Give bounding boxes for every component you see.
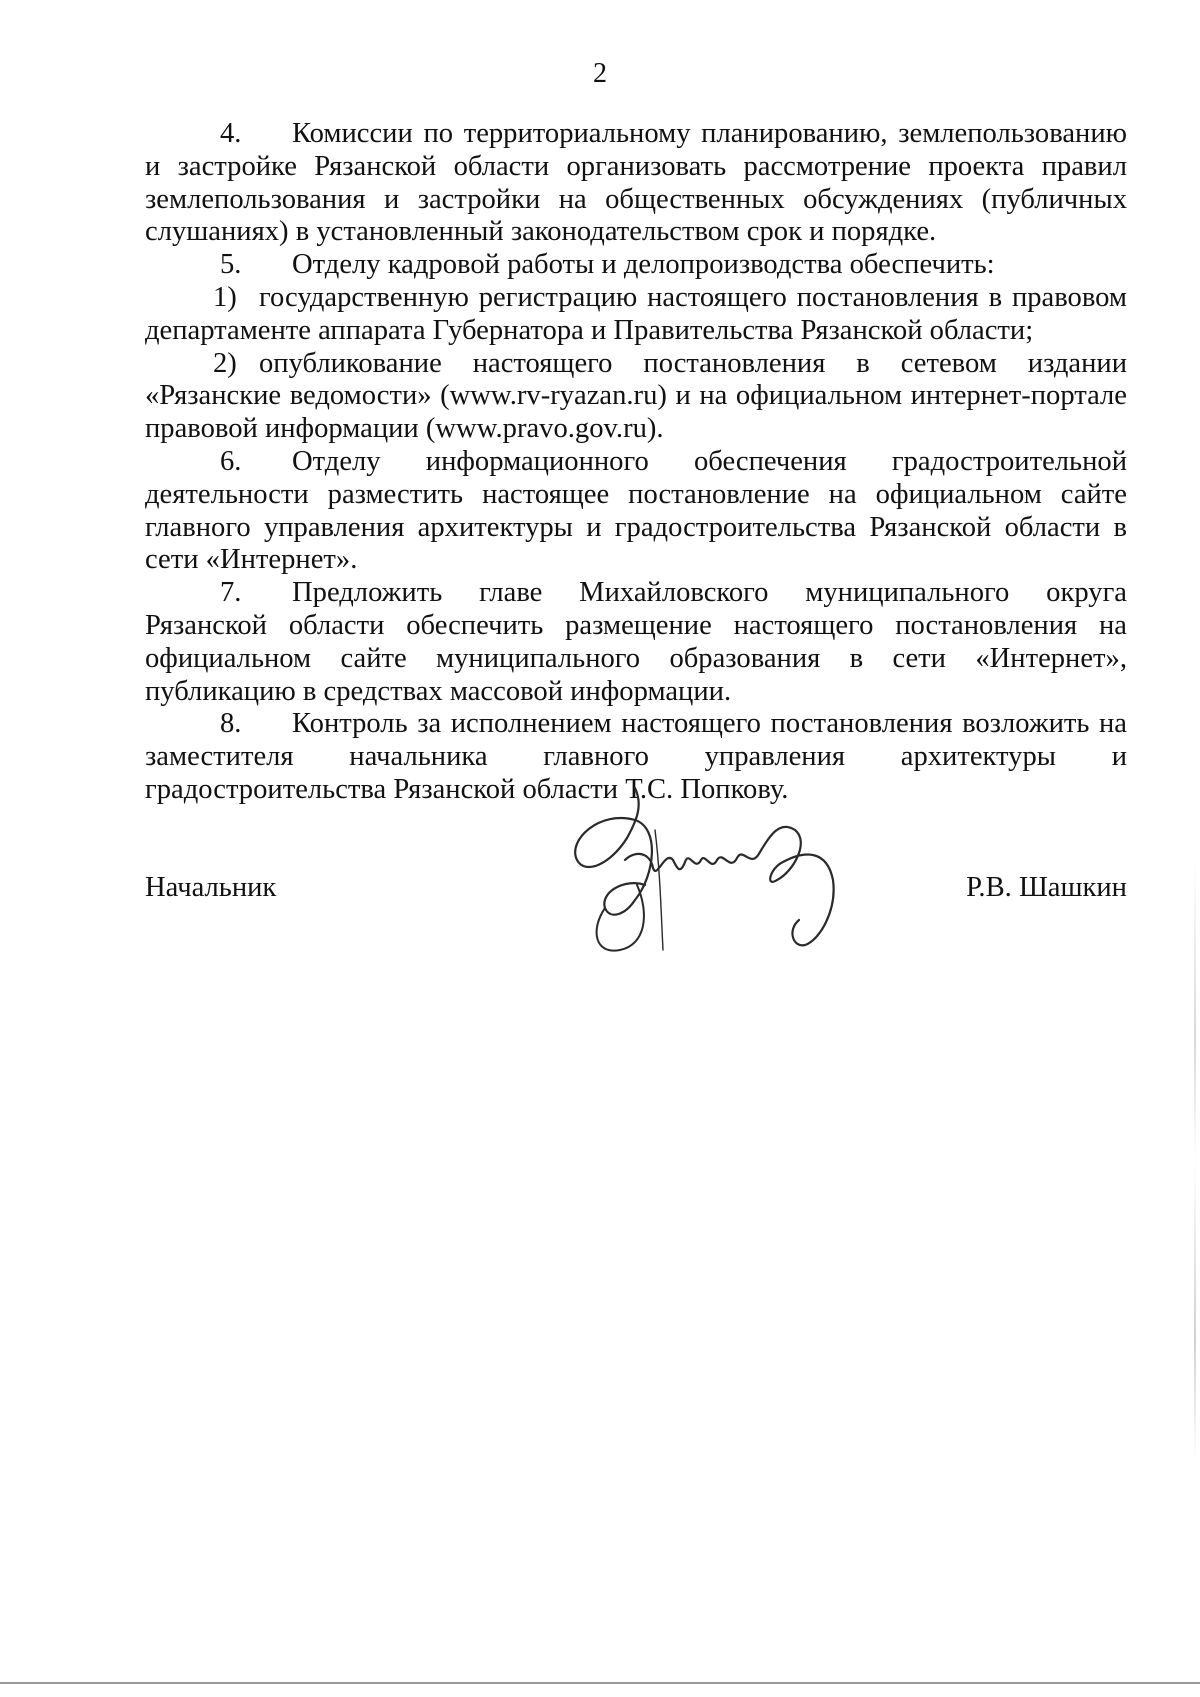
paragraph-text: Комиссии по территориальному планированию, землепользованию и застройке Рязанской области организовать рассмотрение проекта правил землепользования и застройки на общественных обсуждениях (публичных слушаниях) в установленный законодательством срок и порядке. [145,118,1127,248]
paragraph-text: Контроль за исполнением настоящего постановления возложить на заместителя начальника главного управления архитектуры и градостроительства Рязанской области Т.С. Попкову. [145,708,1127,805]
paragraph-item-5 [145,249,1127,282]
scan-edge-shadow [1194,860,1196,1460]
document-body [145,118,1127,807]
signature-stroke-tail [597,885,644,951]
paragraph-subitem-1 [145,282,1127,348]
paragraph-text: государственную регистрацию настоящего постановления в правовом департаменте аппарата Губернатора и Правительства Рязанской области; [145,281,1127,346]
paragraph-text: Предложить главе Михайловского муниципального округа Рязанской области обеспечить размещение настоящего постановления на официальном сайте муниципального образования в сети «Интернет», публикацию в средствах массовой информации. [145,577,1127,707]
signature-stroke-body [625,852,760,871]
signature-stroke-vertical [655,830,663,950]
paragraph-number: 5. [220,249,242,281]
paragraph-item-6 [145,446,1127,577]
subitem-number: 2) [213,347,237,379]
paragraph-item-4 [145,118,1127,249]
signatory-name: Р.В. Шашкин [966,872,1127,903]
paragraph-number: 7. [220,577,242,609]
paragraph-number: 4. [220,118,242,149]
signature-stroke-hook [760,827,834,946]
page-number: 2 [593,58,607,89]
signatory-title: Начальник [145,872,277,903]
paragraph-text: Отделу кадровой работы и делопроизводства обеспечить: [292,249,995,281]
subitem-number: 1) [213,281,237,313]
paragraph-text: Отделу информационного обеспечения градостроительной деятельности разместить настоящее постановление на официальном сайте главного управления архитектуры и градостроительства Рязанской области в сети «Интернет». [145,445,1127,576]
paragraph-item-7 [145,577,1127,708]
scan-bottom-edge [0,1682,1200,1684]
paragraph-number: 6. [220,445,242,477]
paragraph-text: опубликование настоящего постановления в сетевом издании «Рязанские ведомости» (www.rv-ryazan.ru) и на официальном интернет-портале правовой информации (www.pravo.gov.ru). [145,347,1127,445]
paragraph-subitem-2 [145,348,1127,446]
paragraph-number: 8. [220,708,242,740]
handwritten-signature [565,780,935,1010]
